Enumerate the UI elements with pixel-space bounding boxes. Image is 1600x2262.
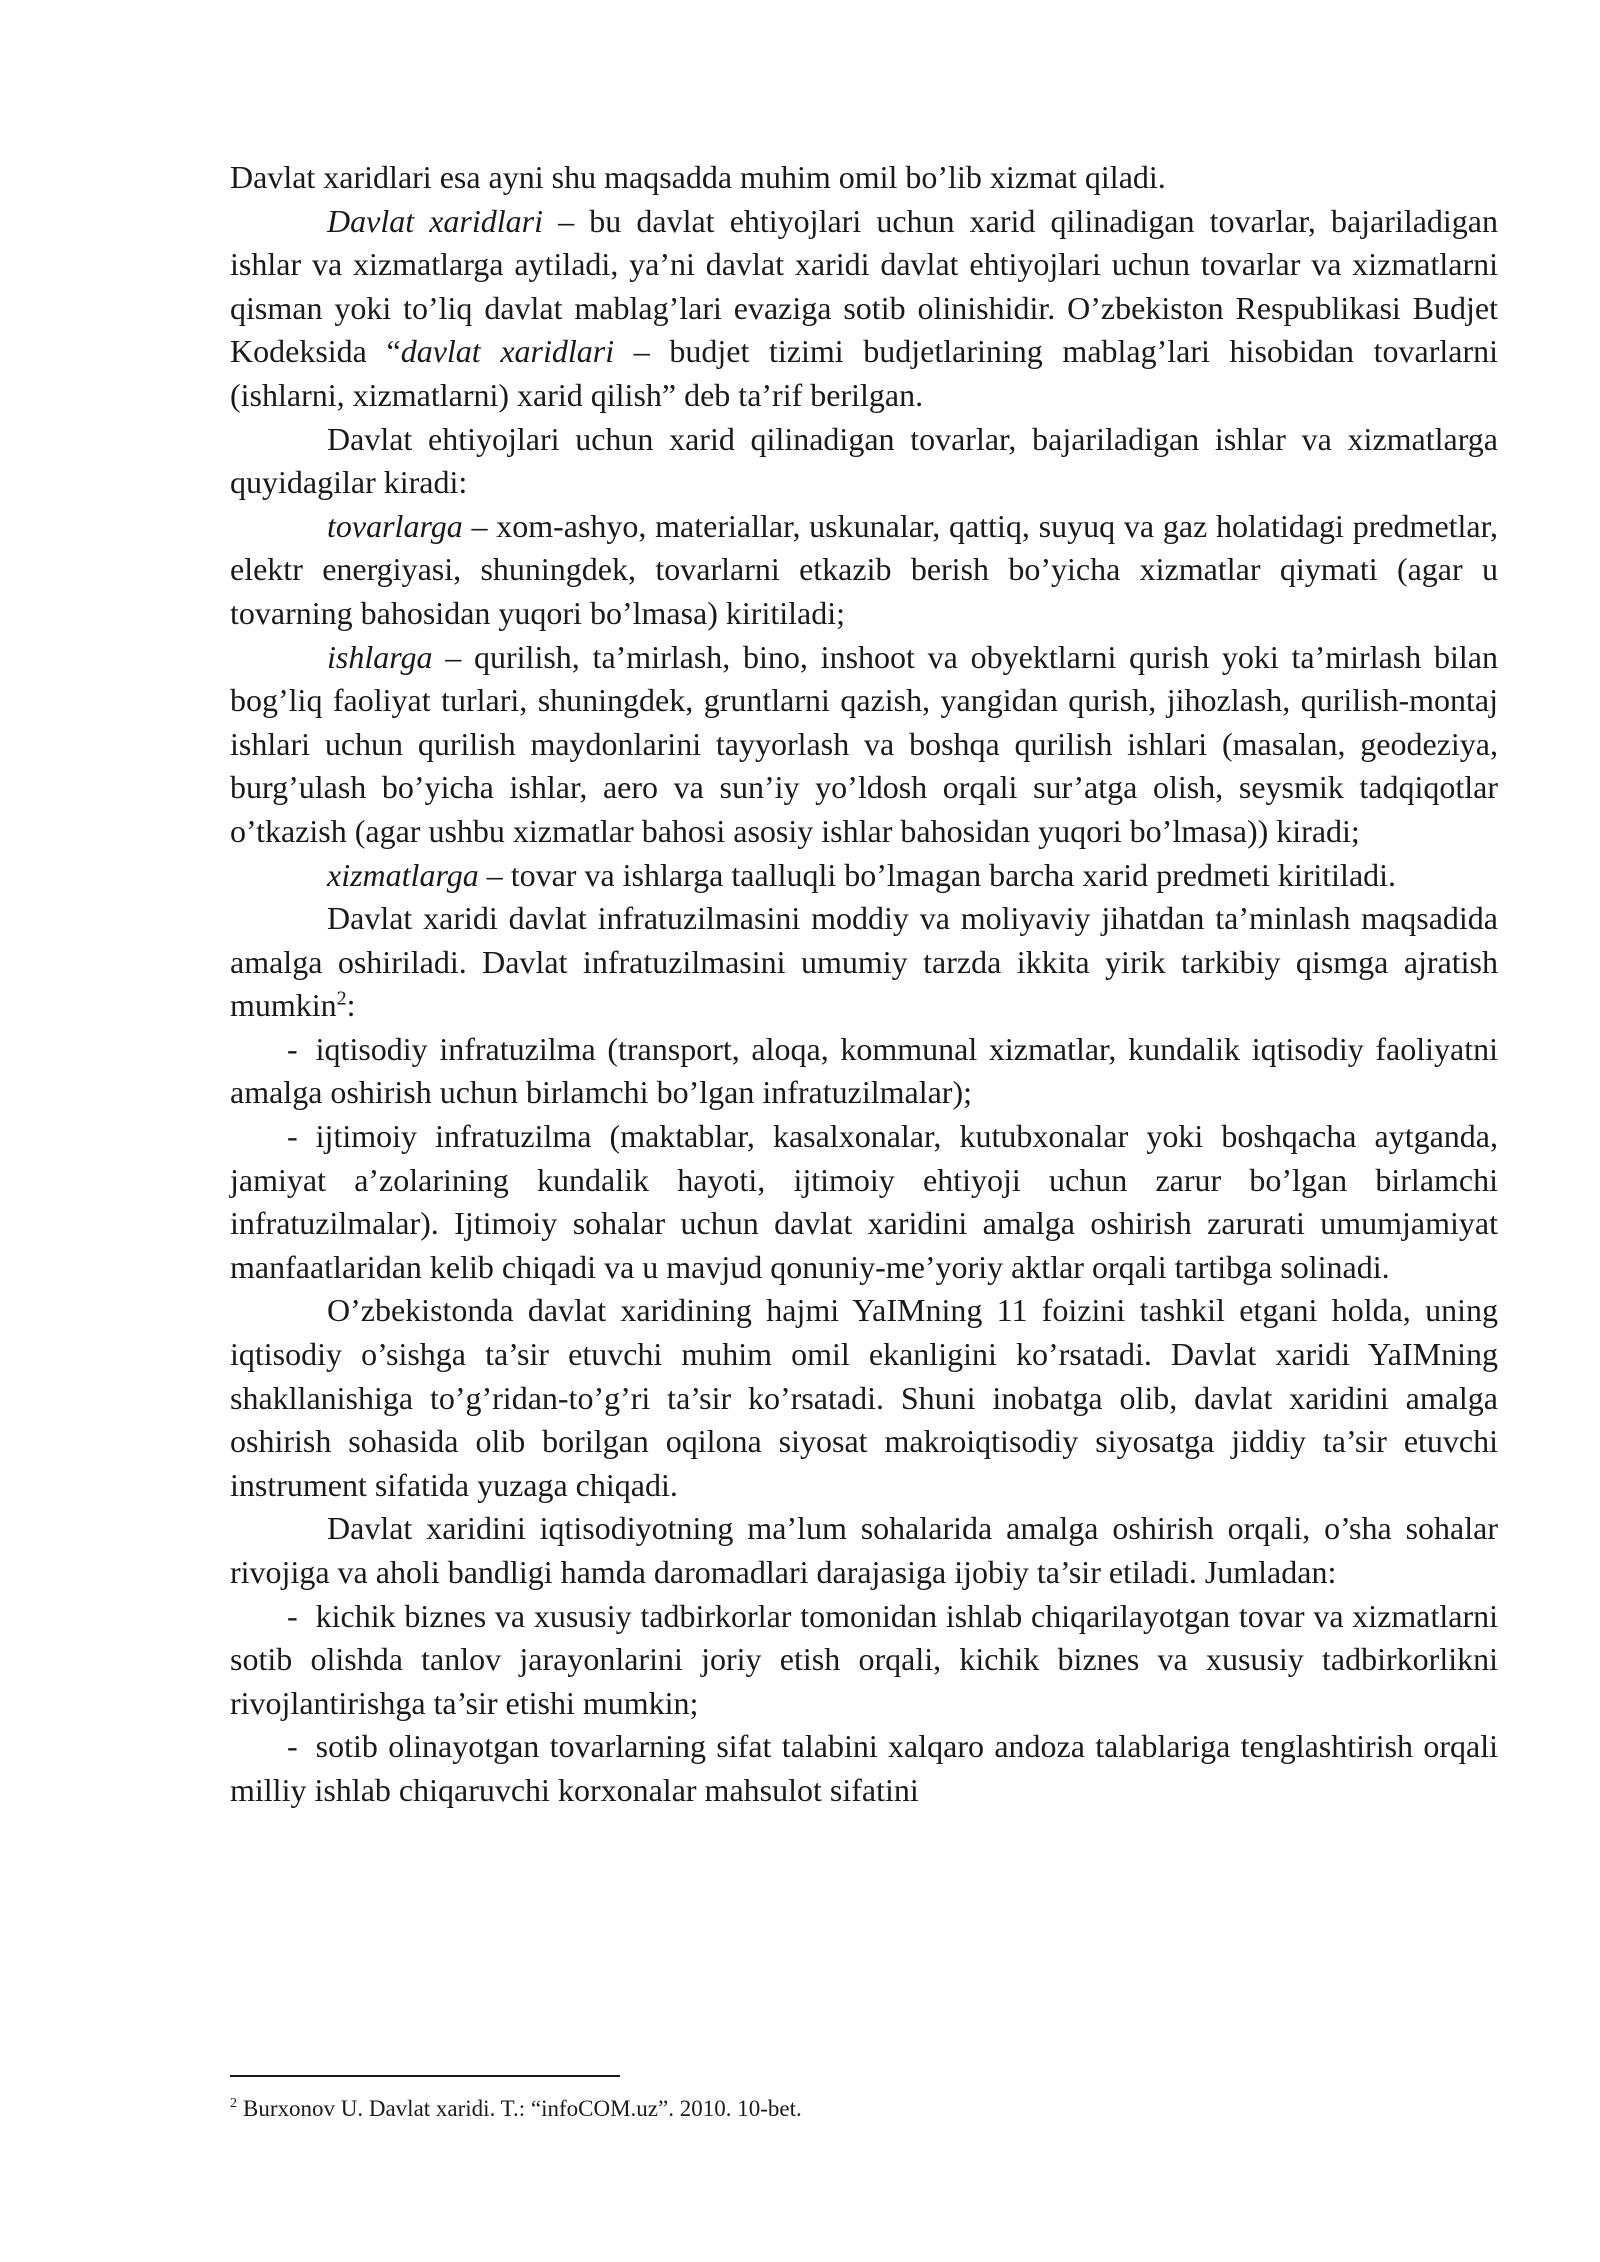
paragraph-goods [230,505,1498,636]
dash-marker: - [287,1728,298,1765]
dash-marker: - [287,1118,298,1155]
document-page [230,156,1498,1813]
list-item [230,1028,1498,1115]
paragraph: O’zbekistonda davlat xaridining hajmi YaIMning 11 foizini tashkil etgani holda, uning iqtisodiy o’sishga ta’sir etuvchi muhim omil ekanligini ko’rsatadi. Davlat xaridi YaIMning shakllanishiga to’g’ridan-to’g’ri ta’sir ko’rsatadi. Shuni inobatga olib, davlat xaridini amalga oshirish sohasida olib borilgan oqilona siyosat makroiqtisodiy siyosatga jiddiy ta’sir etuvchi instrument sifatida yuzaga chiqadi. [230,1292,1498,1503]
paragraph-text: – xom-ashyo, materiallar, uskunalar, qattiq, suyuq va gaz holatidagi predmetlar, elektr energiyasi, shuningdek, tovarlarni etkazib berish bo’yicha xizmatlar qiymati (agar u tovarning bahosidan yuqori bo’lmasa) kiritiladi; [230,507,1498,631]
dash-marker: - [287,1597,298,1634]
paragraph-services [230,854,1498,898]
list-item [230,1115,1498,1289]
paragraph-infrastructure [230,897,1498,1028]
footnote-reference[interactable]: 2 [336,987,347,1010]
footnote-text: Burxonov U. Davlat xaridi. T.: “infoCOM.uz”. 2010. 10-bet. [243,2096,802,2121]
term: Davlat xaridlari [327,202,543,239]
list-item-text: kichik biznes va xususiy tadbirkorlar tomonidan ishlab chiqarilayotgan tovar va xizmatlarni sotib olishda tanlov jarayonlarini joriy etish orqali, kichik biznes va xususiy tadbirkorlikni rivojlantirishga ta’sir etishi mumkin; [230,1597,1498,1721]
list-item-text: ijtimoiy infratuzilma (maktablar, kasalxonalar, kutubxonalar yoki boshqacha aytganda, jamiyat a’zolarining kundalik hayoti, ijtimoiy ehtiyoji uchun zarur bo’lgan birlamchi infratuzilmalar). Ijtimoiy sohalar uchun davlat xaridini amalga oshirish zarurati umumjamiyat manfaatlaridan kelib chiqadi va u mavjud qonuniy-me’yoriy aktlar orqali tartibga solinadi. [230,1118,1498,1285]
paragraph-text: – qurilish, ta’mirlash, bino, inshoot va obyektlarni qurish yoki ta’mirlash bilan bog’liq faoliyat turlari, shuningdek, gruntlarni qazish, yangidan qurish, jihozlash, qurilish-montaj ishlari uchun qurilish maydonlarini tayyorlash va boshqa qurilish ishlari (masalan, geodeziya, burg’ulash bo’yicha ishlar, aero va sun’iy yo’ldosh orqali sur’atga olish, seysmik tadqiqotlar o’tkazish (agar ushbu xizmatlar bahosi asosiy ishlar bahosidan yuqori bo’lmasa)) kiradi; [230,638,1498,849]
paragraph: Davlat ehtiyojlari uchun xarid qilinadigan tovarlar, bajariladigan ishlar va xizmatlarga quyidagilar kiradi: [230,420,1498,501]
term: tovarlarga [327,507,463,544]
paragraph-text: Davlat xaridi davlat infratuzilmasini moddiy va moliyaviy jihatdan ta’minlash maqsadida amalga oshiriladi. Davlat infratuzilmasini umumiy tarzda ikkita yirik tarkibiy qismga ajratish mumkin [230,900,1498,1024]
list-item [230,1725,1498,1812]
term: davlat xaridlari [400,333,615,370]
list-item [230,1595,1498,1726]
paragraph-text: – budjet tizimi budjetlarining mablag’lari hisobidan tovarlarni (ishlarni, xizmatlarni) xarid qilish” deb ta’rif berilgan. [230,333,1499,413]
term: xizmatlarga [327,856,479,893]
paragraph-definition [230,200,1498,418]
paragraph: Davlat xaridlari esa ayni shu maqsadda muhim omil bo’lib xizmat qiladi. [230,159,1166,195]
paragraph-works [230,636,1498,854]
paragraph-text: : [346,987,356,1024]
paragraph-text: – tovar va ishlarga taalluqli bo’lmagan barcha xarid predmeti kiritiladi. [478,856,1397,893]
footnote-number: 2 [230,2096,237,2112]
term: ishlarga [327,638,433,675]
list-item-text: iqtisodiy infratuzilma (transport, aloqa, kommunal xizmatlar, kundalik iqtisodiy faoliyatni amalga oshirish uchun birlamchi bo’lgan infratuzilmalar); [230,1030,1498,1111]
paragraph: Davlat xaridini iqtisodiyotning ma’lum sohalarida amalga oshirish orqali, o’sha sohalar rivojiga va aholi bandligi hamda daromadlari darajasiga ijobiy ta’sir etiladi. Jumladan: [230,1510,1498,1590]
footnote [230,2094,1498,2124]
list-item-text: sotib olinayotgan tovarlarning sifat talabini xalqaro andoza talablariga tenglashtirish orqali milliy ishlab chiqaruvchi korxonalar mahsulot sifatini [230,1728,1498,1808]
paragraph-text: – bu davlat ehtiyojlari uchun xarid qilinadigan tovarlar, bajariladigan ishlar va xizmatlarga aytiladi, ya’ni davlat xaridi davlat ehtiyojlari uchun tovarlar va xizmatlarni qisman yoki to’liq davlat mablag’lari evaziga sotib olinishidir. O’zbekiston Respublikasi Budjet Kodeksida “ [230,202,1498,370]
dash-marker: - [287,1030,298,1067]
footnote-separator [230,2075,620,2077]
